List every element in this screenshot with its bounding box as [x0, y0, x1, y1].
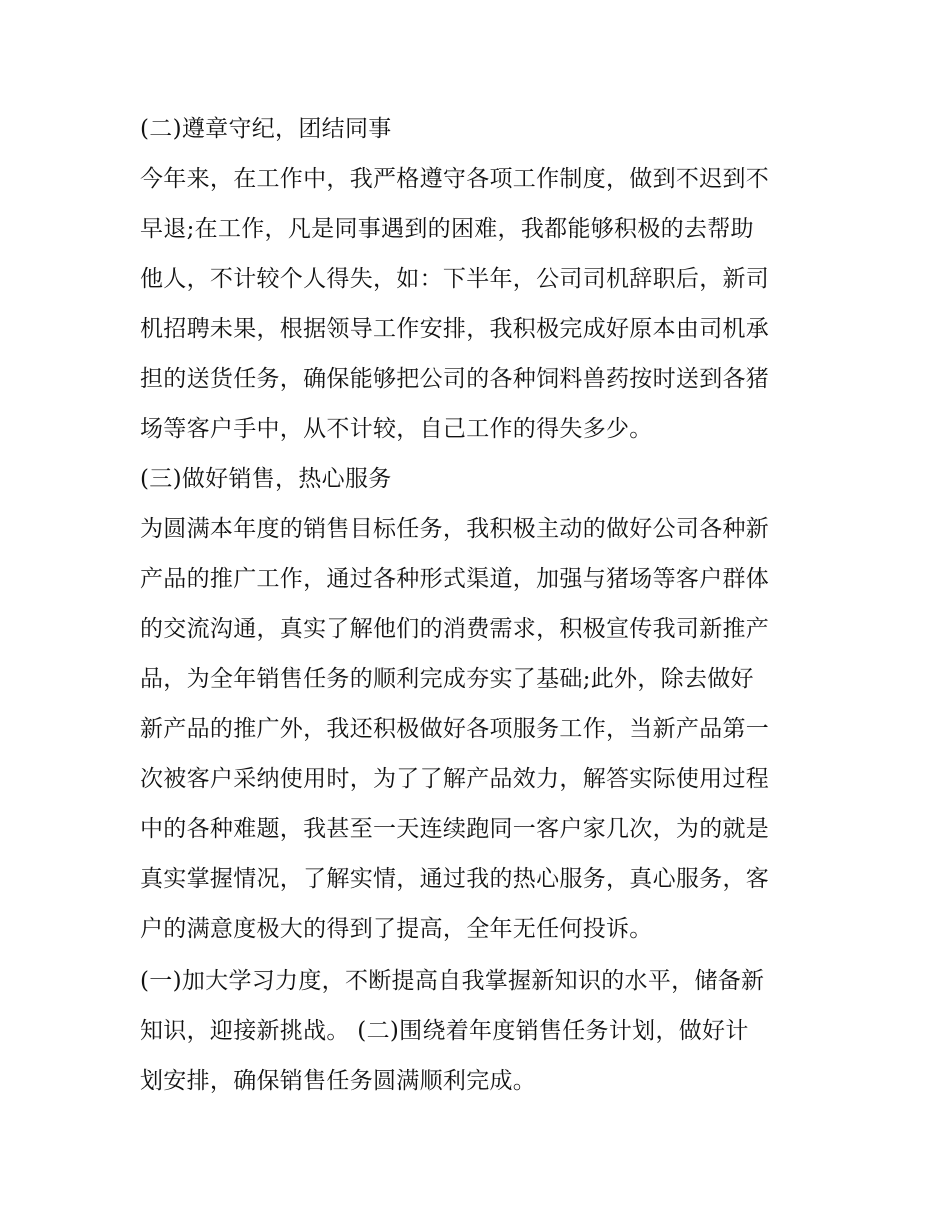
paragraph-line: 品，为全年销售任务的顺利完成夯实了基础;此外，除去做好	[140, 666, 754, 692]
paragraph-line: 次被客户采纳使用时，为了了解产品效力，解答实际使用过程	[140, 766, 770, 792]
paragraph-line: 早退;在工作，凡是同事遇到的困难，我都能够积极的去帮助	[140, 216, 754, 242]
plan-line: 划安排，确保销售任务圆满顺利完成。	[140, 1068, 537, 1094]
paragraph-line: 产品的推广工作，通过各种形式渠道，加强与猪场等客户群体	[140, 566, 770, 592]
paragraph-line: 今年来，在工作中，我严格遵守各项工作制度，做到不迟到不	[140, 166, 770, 192]
paragraph-line: 中的各种难题，我甚至一天连续跑同一客户家几次，为的就是	[140, 816, 770, 842]
paragraph-line: 的交流沟通，真实了解他们的消费需求，积极宣传我司新推产	[140, 616, 770, 642]
paragraph-line: 真实掌握情况，了解实情，通过我的热心服务，真心服务，客	[140, 866, 770, 892]
paragraph-line: 他人，不计较个人得失，如：下半年，公司司机辞职后，新司	[140, 266, 770, 292]
paragraph-line: 为圆满本年度的销售目标任务，我积极主动的做好公司各种新	[140, 516, 770, 542]
paragraph-line: 机招聘未果，根据领导工作安排，我积极完成好原本由司机承	[140, 316, 770, 342]
section-heading-sales: (三)做好销售，热心服务	[140, 466, 392, 492]
paragraph-line: 场等客户手中，从不计较，自己工作的得失多少。	[140, 416, 653, 442]
paragraph-line: 户的满意度极大的得到了提高，全年无任何投诉。	[140, 916, 653, 942]
paragraph-line: 新产品的推广外，我还积极做好各项服务工作，当新产品第一	[140, 716, 770, 742]
paragraph-line: 担的送货任务，确保能够把公司的各种饲料兽药按时送到各猪	[140, 366, 770, 392]
plan-line: (一)加大学习力度，不断提高自我掌握新知识的水平，储备新	[140, 968, 765, 994]
plan-line: 知识，迎接新挑战。 (二)围绕着年度销售任务计划，做好计	[140, 1018, 749, 1044]
section-heading-discipline: (二)遵章守纪，团结同事	[140, 116, 392, 142]
